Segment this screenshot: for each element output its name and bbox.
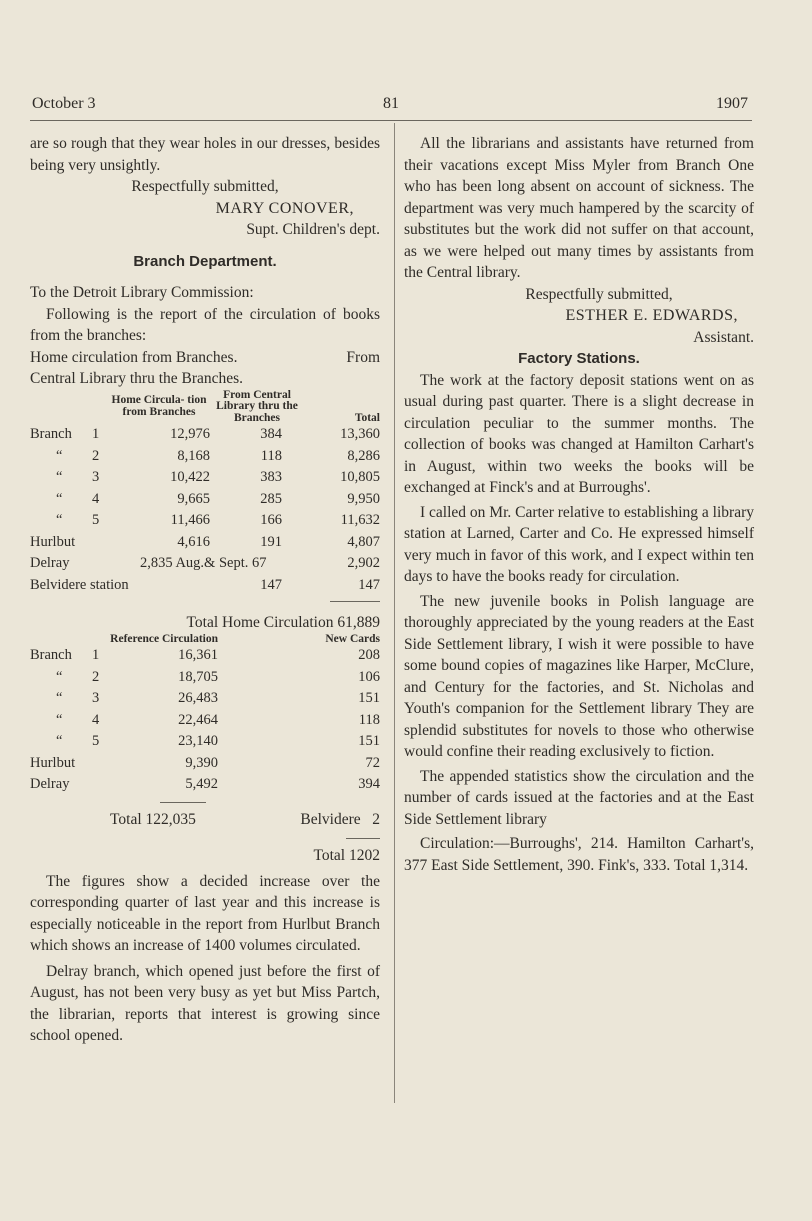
branch-number: 1 [92, 426, 100, 442]
header-rule [30, 120, 752, 121]
circulation-row [30, 446, 380, 468]
right-paragraph-4: The new juvenile books in Polish language are thoroughly appreciated by the young readers at the East Side Settlement library, I wish it were possible to have some bound copies of magazines like Harper, McClure, and Century for the factories, and St. Nicholas and Youth's companion for the Settlement library They are splendid substitutes for novels to those who otherwise would confine their reading exclusively to fiction. [404, 592, 754, 760]
central-library-value: 118 [260, 447, 282, 464]
central-library-value: 285 [260, 490, 282, 507]
reference-totals-line [30, 809, 380, 831]
address-line: To the Detroit Library Commission: [30, 284, 254, 301]
branch-number: 5 [92, 733, 100, 749]
circulation-table [30, 390, 380, 597]
reference-circulation-value: 16,361 [178, 647, 218, 663]
circulation-row [30, 575, 380, 597]
branch-name: “ [56, 690, 63, 706]
circulation-table-header [30, 390, 380, 425]
branch-number: 1 [92, 647, 100, 663]
home-circulation-value: 9,665 [177, 490, 210, 507]
reference-row [30, 774, 380, 796]
central-library-value: 166 [260, 512, 282, 528]
central-library-value: 383 [260, 469, 282, 485]
reference-row [30, 753, 380, 775]
branch-number: 2 [92, 447, 100, 464]
branch-number [92, 753, 108, 775]
total-value: 8,286 [347, 447, 380, 464]
total-value: 9,950 [347, 490, 380, 507]
circulation-row [30, 489, 380, 511]
central-library-value: 191 [260, 533, 282, 550]
right-paragraph-5: The appended statistics show the circulation and the number of cards issued at the factories and at the East Side Settlement library [404, 767, 754, 828]
circulation-row [30, 553, 380, 575]
branch-name: “ [56, 490, 63, 507]
reference-circulation-value: 18,705 [178, 668, 218, 685]
table-separator [330, 601, 380, 602]
branch-name: Delray [30, 776, 70, 792]
branch-name: Belvidere station [30, 576, 129, 593]
total-value: 10,805 [340, 469, 380, 485]
left-column [30, 133, 380, 1047]
right-paragraph-2: The work at the factory deposit stations went on as usual during past quarter. There is a slight decrease in circulation peculiar to the summer months. The collection of books was changed at Hamilton Carhart's in August, within two weeks the books will be exchanged at Finck's and at Burroughs'. [404, 371, 754, 496]
col-new-cards: New Cards [325, 632, 380, 645]
reference-table [30, 634, 380, 796]
intro-line-2b: From [346, 348, 380, 366]
column-divider [394, 123, 395, 1103]
branch-name: “ [56, 469, 63, 485]
total-value: 11,632 [340, 512, 380, 528]
total-value: 2,902 [347, 555, 380, 571]
right-paragraph-3: I called on Mr. Carter relative to establishing a library station at Larned, Carter and Co. He expressed himself very much in favor of this work, and I expect within ten days to have the books ready for circulation. [404, 503, 754, 585]
reference-row [30, 667, 380, 689]
right-column [404, 133, 754, 876]
circulation-row [30, 532, 380, 554]
branch-name: “ [56, 668, 63, 685]
branch-number: 4 [92, 711, 100, 728]
total-home-circulation: Total Home Circulation 61,889 [186, 614, 380, 631]
total-reference: Total 122,035 [110, 810, 196, 828]
reference-row [30, 731, 380, 753]
col-central-library: From Central Library thru the Branches [216, 388, 298, 424]
cards-separator [346, 838, 380, 839]
intro-line-3: Central Library thru the Branches. [30, 370, 244, 387]
new-cards-value: 208 [358, 647, 380, 663]
col-reference-circulation: Reference Circulation [110, 632, 218, 645]
branch-name: “ [56, 711, 63, 728]
new-cards-value: 72 [365, 754, 380, 771]
reference-circulation-value: 5,492 [185, 776, 218, 792]
branch-number [92, 532, 108, 554]
branch-name: “ [56, 733, 63, 749]
reference-circulation-value: 22,464 [178, 711, 218, 728]
home-circulation-value: 12,976 [170, 426, 210, 442]
branch-number [92, 774, 108, 796]
intro-line-2 [30, 347, 380, 369]
circulation-row [30, 424, 380, 446]
reference-separator [160, 802, 206, 803]
branch-number: 5 [92, 512, 100, 528]
left-paragraph-3: Delray branch, which opened just before the first of August, has not been very busy as yet but Miss Partch, the librarian, reports that interest is growing since school opened. [30, 962, 380, 1044]
left-paragraph-2: The figures show a decided increase over the corresponding quarter of last year and this increase is especially noticeable in the report from Hurlbut Branch which shows an increase of 1400 volumes circulated. [30, 872, 380, 954]
home-circulation-value: 4,616 [177, 533, 210, 550]
header-year: 1907 [716, 95, 748, 112]
reference-row [30, 710, 380, 732]
closing-1: Respectfully submitted, [131, 178, 279, 195]
page-number: 81 [383, 95, 399, 112]
branch-name: Branch [30, 647, 72, 663]
branch-name: Delray [30, 555, 70, 571]
reference-circulation-value: 23,140 [178, 733, 218, 749]
col-total: Total [354, 411, 380, 424]
intro-line-2a: Home circulation from Branches. [30, 348, 238, 366]
reference-row [30, 688, 380, 710]
branch-number: 3 [92, 469, 100, 485]
total-value: 4,807 [347, 533, 380, 550]
right-paragraph-1: All the librarians and assistants have returned from their vacations except Miss Myler from Branch One who has been long absent on account of sickness. The department was very much hampered by the scarcity of substitutes but the work did not suffer on that account, as we were helped out many times by assistants from the Central library. [404, 135, 754, 281]
branch-name: “ [56, 447, 63, 464]
closing-2: Respectfully submitted, [525, 285, 673, 303]
branch-number: 2 [92, 668, 100, 685]
home-circulation-value: 8,168 [177, 447, 210, 464]
branch-number: 4 [92, 490, 100, 507]
belvidere-label: Belvidere [300, 810, 361, 828]
circulation-row [30, 467, 380, 489]
col-home-circulation: Home Circula- tion from Branches [111, 394, 207, 418]
central-library-value: 384 [260, 426, 282, 442]
right-paragraph-6: Circulation:—Burroughs', 214. Hamilton Carhart's, 377 East Side Settlement, 390. Fink's, 333. Total 1,314. [404, 835, 754, 874]
central-library-value: 147 [260, 576, 282, 593]
signature-1-title: Supt. Children's dept. [246, 221, 380, 238]
home-circulation-value: 2,835 Aug.& Sept. 67 [140, 555, 267, 571]
header-date: October 3 [32, 95, 96, 112]
left-paragraph-1: are so rough that they wear holes in our dresses, besides being very unsightly. [30, 135, 380, 174]
branch-number: 3 [92, 690, 100, 706]
new-cards-value: 394 [358, 776, 380, 792]
signature-2-name: ESTHER E. EDWARDS, [565, 307, 738, 324]
intro-paragraph: Following is the report of the circulation of books from the branches: [30, 305, 380, 344]
new-cards-value: 118 [358, 711, 380, 728]
signature-2-title: Assistant. [693, 328, 754, 346]
new-cards-value: 106 [358, 668, 380, 685]
total-cards: Total 1202 [313, 847, 380, 864]
home-circulation-value: 10,422 [170, 469, 210, 485]
factory-heading: Factory Stations. [518, 350, 640, 367]
branch-name: Hurlbut [30, 533, 76, 550]
belvidere-value: 2 [372, 810, 380, 828]
reference-row [30, 645, 380, 667]
total-value: 147 [358, 576, 380, 593]
home-circulation-value: 11,466 [170, 512, 210, 528]
signature-1-name: MARY CONOVER, [215, 199, 354, 217]
branch-heading: Branch Department. [133, 252, 277, 270]
total-value: 13,360 [340, 426, 380, 442]
reference-circulation-value: 26,483 [178, 690, 218, 706]
branch-name: Branch [30, 426, 72, 442]
new-cards-value: 151 [358, 690, 380, 706]
circulation-row [30, 510, 380, 532]
branch-name: “ [56, 512, 63, 528]
branch-number [92, 553, 108, 575]
reference-table-header [30, 634, 380, 646]
branch-name: Hurlbut [30, 754, 76, 771]
new-cards-value: 151 [358, 733, 380, 749]
reference-circulation-value: 9,390 [185, 754, 218, 771]
